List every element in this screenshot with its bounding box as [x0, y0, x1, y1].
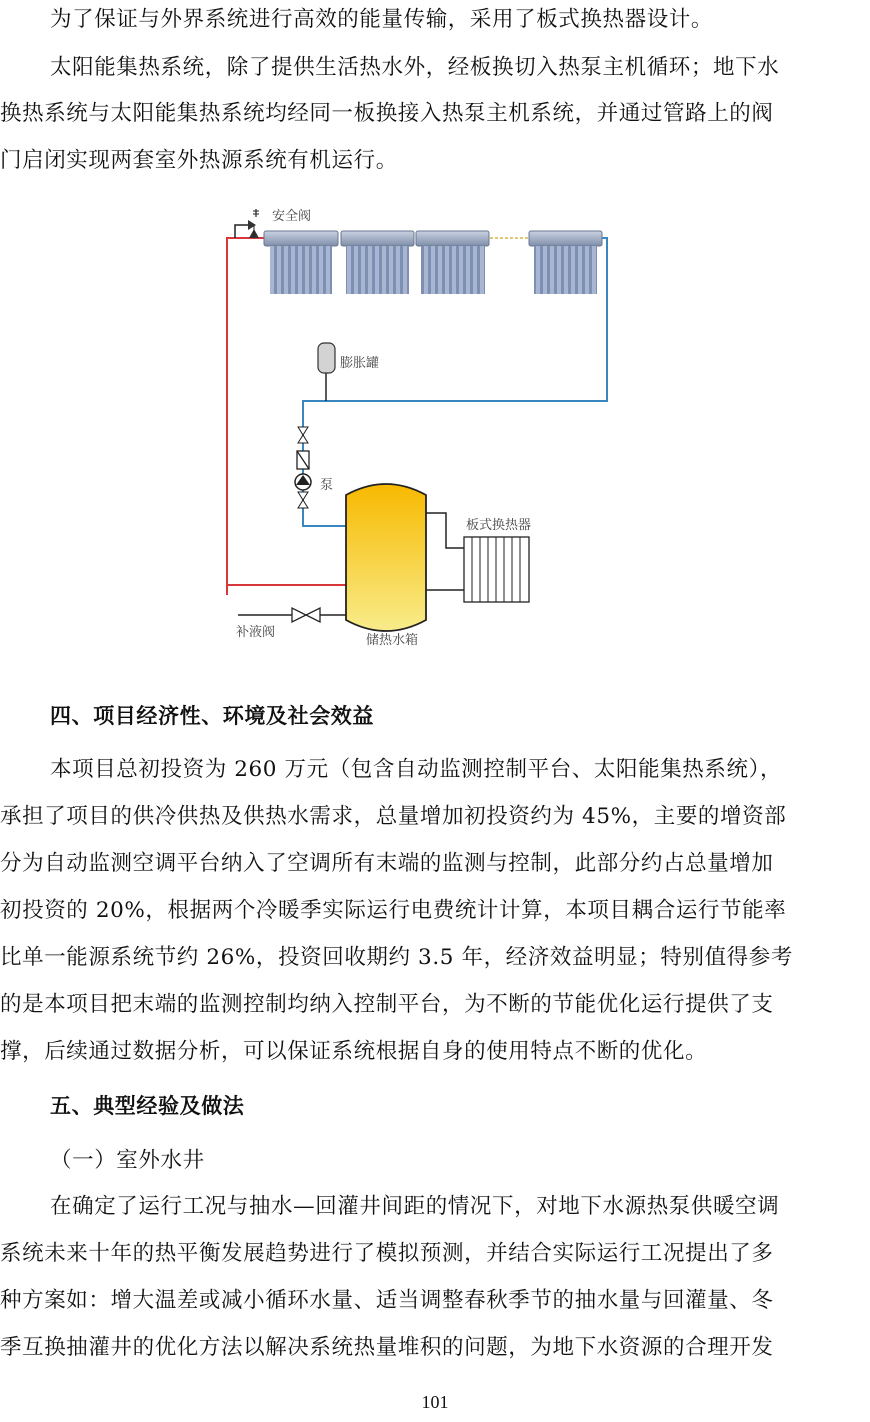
paragraph-line: 初投资的 20%，根据两个冷暖季实际运行电费统计计算，本项目耦合运行节能率 — [0, 898, 787, 923]
gate-valve-icon — [298, 492, 308, 508]
solar-collector — [529, 231, 602, 294]
gate-valve-icon — [298, 427, 308, 443]
paragraph-line: 在确定了运行工况与抽水—回灌井间距的情况下，对地下水源热泵供暖空调 — [50, 1194, 780, 1219]
paragraph-line: 承担了项目的供冷供热及供热水需求，总量增加初投资约为 45%，主要的增资部 — [0, 804, 787, 829]
paragraph-line: 为了保证与外界系统进行高效的能量传输，采用了板式换热器设计。 — [50, 7, 714, 32]
section-heading: 四、项目经济性、环境及社会效益 — [50, 704, 374, 728]
storage-tank — [346, 484, 426, 631]
pump-icon — [295, 474, 311, 490]
solar-heating-system-diagram — [220, 195, 620, 660]
label-pump: 泵 — [320, 478, 334, 493]
label-storage-tank: 储热水箱 — [366, 633, 419, 648]
subsection-heading: （一）室外水井 — [50, 1148, 205, 1173]
page-number: 101 — [421, 1392, 449, 1412]
label-makeup-valve: 补液阀 — [236, 625, 276, 640]
paragraph-line: 的是本项目把末端的监测控制均纳入控制平台，为不断的节能优化运行提供了支 — [0, 992, 774, 1017]
paragraph-line: 本项目总初投资为 260 万元（包含自动监测控制平台、太阳能集热系统）， — [50, 757, 783, 782]
paragraph-line: 系统未来十年的热平衡发展趋势进行了模拟预测，并结合实际运行工况提出了多 — [0, 1241, 774, 1266]
paragraph-line: 分为自动监测空调平台纳入了空调所有末端的监测与控制，此部分约占总量增加 — [0, 851, 774, 876]
safety-valve-icon — [235, 209, 259, 238]
paragraph-line: 换热系统与太阳能集热系统均经同一板换接入热泵主机系统，并通过管路上的阀 — [0, 101, 774, 126]
solar-collector — [341, 231, 414, 294]
paragraph-line: 门启闭实现两套室外热源系统有机运行。 — [0, 148, 398, 173]
makeup-valve-icon — [238, 608, 346, 622]
label-expansion-tank: 膨胀罐 — [340, 356, 380, 371]
paragraph-line: 撑，后续通过数据分析，可以保证系统根据自身的使用特点不断的优化。 — [0, 1039, 708, 1064]
solar-collector — [416, 231, 489, 294]
paragraph-line: 比单一能源系统节约 26%，投资回收期约 3.5 年，经济效益明显；特别值得参考 — [0, 945, 793, 970]
paragraph-line: 太阳能集热系统，除了提供生活热水外，经板换切入热泵主机循环；地下水 — [50, 55, 780, 80]
check-valve-icon — [297, 451, 309, 469]
expansion-tank-icon — [318, 343, 335, 401]
label-plate-heat-exchanger: 板式换热器 — [466, 518, 532, 533]
paragraph-line: 种方案如：增大温差或减小循环水量、适当调整春秋季节的抽水量与回灌量、冬 — [0, 1288, 774, 1313]
label-safety-valve: 安全阀 — [272, 209, 312, 224]
paragraph-line: 季互换抽灌井的优化方法以解决系统热量堆积的问题，为地下水资源的合理开发 — [0, 1335, 774, 1360]
section-heading: 五、典型经验及做法 — [50, 1094, 245, 1118]
solar-collector — [264, 231, 338, 294]
